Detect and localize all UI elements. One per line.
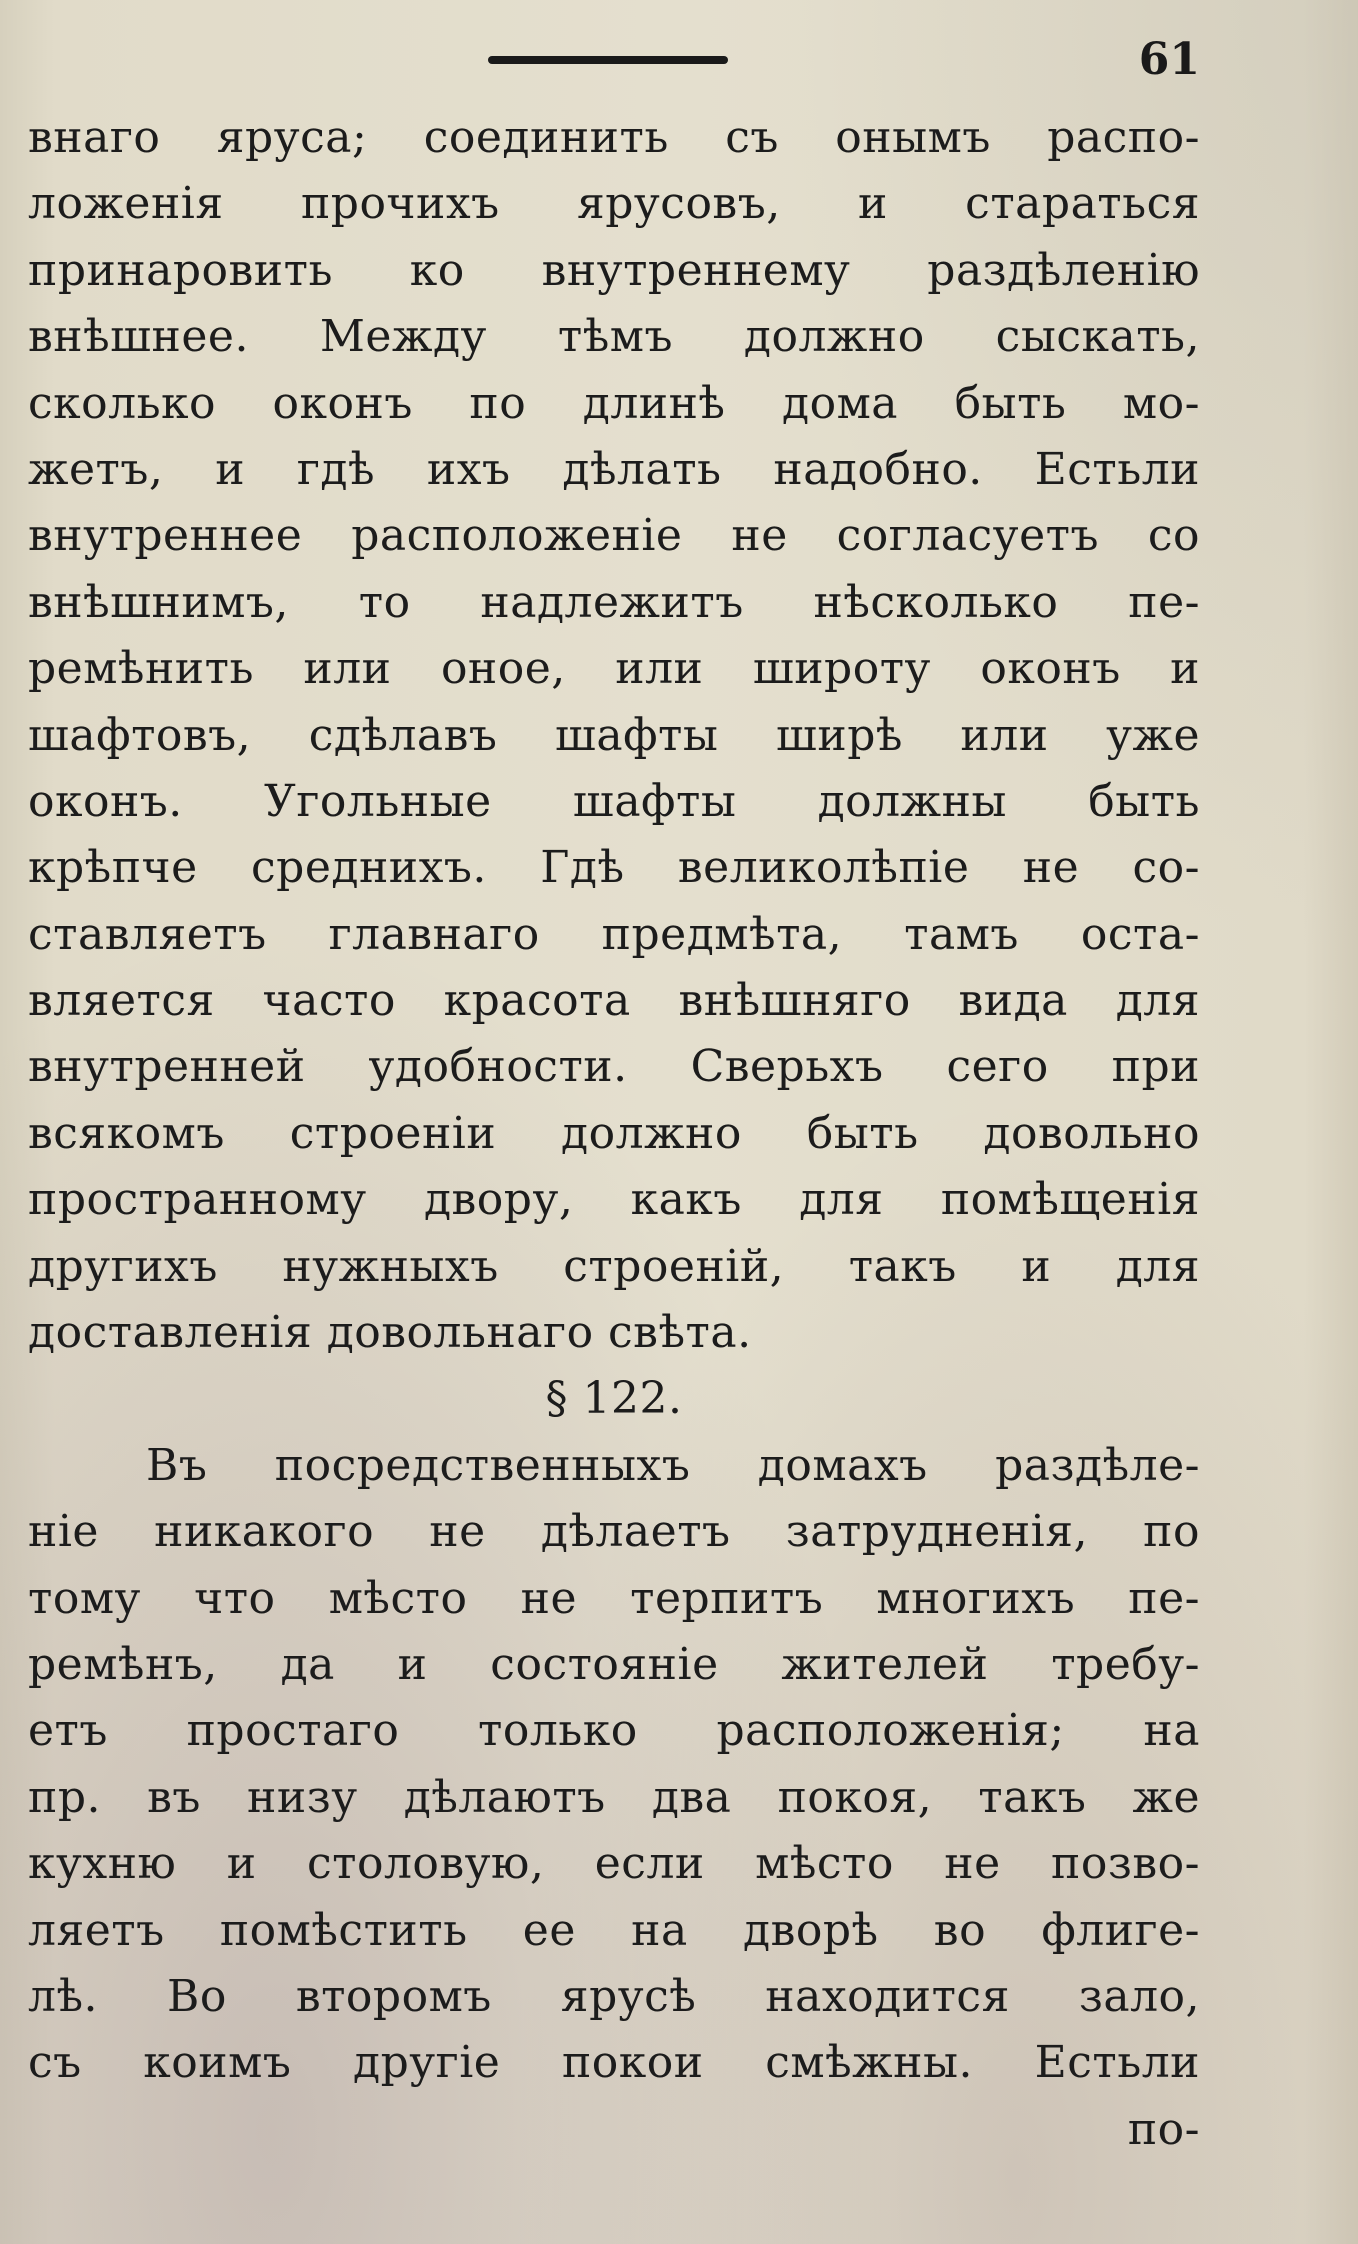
text-line: крѣпче среднихъ. Гдѣ великолѣпіе не со- [28, 842, 1200, 894]
text-line: вляется часто красота внѣшняго вида для [28, 975, 1200, 1027]
text-line: лѣ. Во второмъ ярусѣ находится зало, [28, 1970, 1200, 2022]
text-line: ніе никакого не дѣлаетъ затрудненія, по [28, 1506, 1200, 1558]
text-line: внѣшнимъ, то надлежитъ нѣсколько пе- [28, 576, 1200, 628]
catchword: по- [1127, 2103, 1200, 2155]
text-line: внѣшнее. Между тѣмъ должно сыскать, [28, 311, 1200, 363]
text-line: пространному двору, какъ для помѣщенія [28, 1174, 1200, 1226]
text-line: внутреннее расположеніе не согласуетъ со [28, 510, 1200, 562]
text-line: жетъ, и гдѣ ихъ дѣлать надобно. Естьли [28, 443, 1200, 495]
text-line: внаго яруса; соединить съ онымъ распо- [28, 112, 1200, 163]
text-line: доставленія довольнаго свѣта. [28, 1307, 752, 1359]
text-line: Въ посредственныхъ домахъ раздѣле- [146, 1439, 1200, 1491]
text-line: оконъ. Угольные шафты должны быть [28, 775, 1200, 827]
text-line: тому что мѣсто не терпитъ многихъ пе- [28, 1572, 1200, 1624]
text-line: съ коимъ другіе покои смѣжны. Естьли [28, 2037, 1200, 2089]
paragraph-1 [28, 105, 1200, 1366]
text-line: всякомъ строеніи должно быть довольно [28, 1107, 1200, 1159]
text-line: кухню и столовую, если мѣсто не позво- [28, 1838, 1200, 1890]
text-line: сколько оконъ по длинѣ дома быть мо- [28, 377, 1200, 429]
text-line: ложенія прочихъ ярусовъ, и стараться [28, 178, 1200, 230]
text-line: ставляетъ главнаго предмѣта, тамъ оста- [28, 908, 1200, 960]
section-heading: § 122. [545, 1373, 683, 1425]
text-line: внутренней удобности. Сверьхъ сего при [28, 1041, 1200, 1093]
text-line: шафтовъ, сдѣлавъ шафты ширѣ или уже [28, 709, 1200, 761]
text-line: принаровить ко внутреннему раздѣленію [28, 244, 1200, 296]
text-line: ремѣнить или оное, или широту оконъ и [28, 643, 1200, 695]
header-rule [488, 56, 728, 64]
paragraph-2 [28, 1433, 1200, 2097]
text-line: ляетъ помѣстить ее на дворѣ во флиге- [28, 1904, 1200, 1956]
text-line: ремѣнъ, да и состояніе жителей требу- [28, 1638, 1200, 1690]
page-number: 61 [1138, 34, 1200, 85]
text-line: етъ простаго только расположенія; на [28, 1705, 1200, 1757]
page-body [28, 105, 1200, 2163]
text-line: пр. въ низу дѣлаютъ два покоя, такъ же [28, 1771, 1200, 1823]
text-line: другихъ нужныхъ строеній, такъ и для [28, 1240, 1200, 1292]
